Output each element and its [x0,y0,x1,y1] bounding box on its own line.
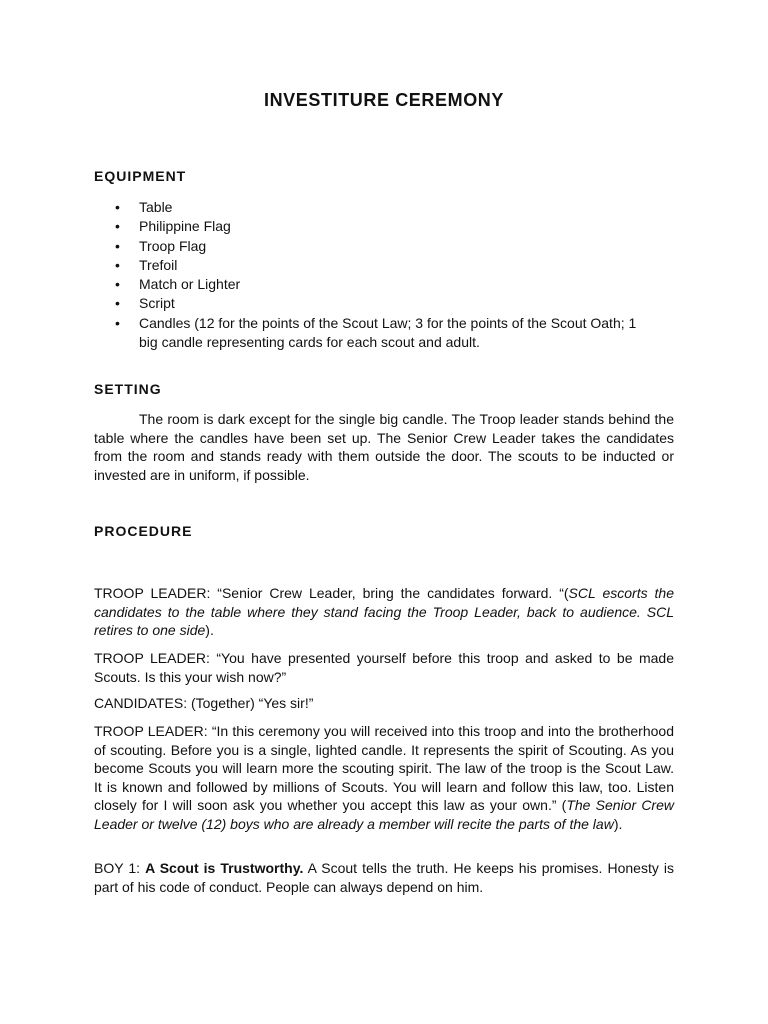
list-item-text: Trefoil [139,256,178,273]
bullet-icon: • [115,314,120,331]
stage-direction: The Senior Crew Leader or twelve (12) boys who are already a member will recite the parts of the law [94,797,674,832]
list-item [94,217,654,236]
procedure-paragraph-3: CANDIDATES: (Together) “Yes sir!” [94,695,314,711]
list-item [94,294,654,313]
list-item-text: Troop Flag [139,237,207,254]
bullet-icon: • [115,237,120,254]
procedure-paragraph-4 [94,722,674,834]
list-item [94,275,654,294]
list-item-text: Script [139,295,175,312]
scout-law-point: A Scout is Trustworthy. [145,860,304,876]
list-item-text: Table [139,199,173,215]
bullet-icon: • [115,218,120,235]
procedure-paragraph-1 [94,584,674,640]
bullet-icon: • [115,295,120,312]
equipment-list [94,198,654,352]
setting-heading: SETTING [94,381,162,397]
procedure-paragraph-5 [94,859,674,896]
procedure-heading: PROCEDURE [94,523,193,539]
bullet-icon: • [115,199,120,215]
list-item-text: Philippine Flag [139,218,231,235]
list-item [94,314,654,353]
list-item-text: Match or Lighter [139,276,241,293]
scout-law-explanation: A Scout tells the truth. He keeps his promises. Honesty is part of his code of conduct. People can always depend on him. [94,860,674,895]
list-item-text: Candles (12 for the points of the Scout Law; 3 for the points of the Scout Oath; 1 big candle representing cards for each scout and adult. [139,314,637,351]
speaker-line: TROOP LEADER: “Senior Crew Leader, bring the candidates forward. “( [94,585,569,601]
setting-paragraph: The room is dark except for the single big candle. The Troop leader stands behind the table where the candles have been set up. The Senior Crew Leader takes the candidates from the room and stands ready with them outside the door. The scouts to be inducted or invested are in uniform, if possible. [94,411,674,483]
equipment-heading: EQUIPMENT [94,168,187,184]
paragraph-end: ). [205,622,214,639]
stage-direction: SCL escorts the candidates to the table where they stand facing the Troop Leader, back to audience. SCL retires to one side [94,585,674,639]
speaker-label: BOY 1: [94,860,146,876]
bullet-icon: • [115,256,120,273]
paragraph-end: ). [613,815,623,832]
speaker-line: TROOP LEADER: “In this ceremony you will received into this troop and into the brotherhood of scouting. Before you is a single, lighted candle. It represents the spirit of Scouting. As you become Scouts you will learn more the scouting spirit. The law of the troop is the Scout Law. It is known and followed by millions of Scouts. You will learn and follow this law, too. Listen closely for I will soon ask you whether you accept this law as your own.” ( [94,723,674,814]
document-title: INVESTITURE CEREMONY [263,90,505,110]
bullet-icon: • [115,276,120,293]
list-item [94,237,654,256]
list-item [94,256,654,275]
list-item [94,198,654,217]
procedure-paragraph-2: TROOP LEADER: “You have presented yourself before this troop and asked to be made Scouts. Is this your wish now?” [94,650,674,685]
